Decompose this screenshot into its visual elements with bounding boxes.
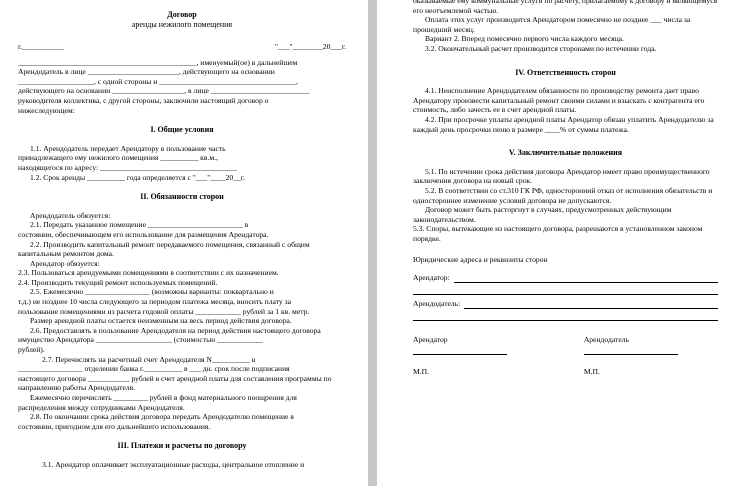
- text-line: имущество Арендатора ____________________ (стоимостью ____________: [18, 335, 263, 345]
- addresses-heading: Юридические адреса и реквизиты сторон: [413, 255, 548, 265]
- text-line: 2.3. Пользоваться арендуемыми помещениями в соответствии с их назначением.: [18, 268, 279, 278]
- text-line: 2.6. Предоставлять в пользование Арендодателя на период действия настоящего договора: [30, 325, 321, 335]
- text-line: 4.2. При просрочке уплаты арендной платы Арендатор обязан уплатить Арендодателю за: [425, 114, 714, 124]
- text-line: его неотъемлемой частью.: [413, 5, 499, 15]
- intro-line: _______________________________________________, именуемый(ое) в дальнейшем: [18, 57, 298, 67]
- text-line: Размер арендной платы остается неизменным на весь период действия договора.: [30, 316, 292, 326]
- stamp-label: М.П.: [413, 366, 430, 376]
- place-date-row: [18, 42, 346, 52]
- text-line: оказываемые ему коммунальные услуги по расчету, прилагаемому к договору и являющемуся: [413, 0, 718, 5]
- doc-subtitle: аренды нежилого помещения: [131, 20, 233, 29]
- intro-paragraph: [18, 58, 346, 116]
- doc-title: Договор: [167, 10, 197, 19]
- text-line: Оплата этих услуг производится Арендатором помесячно не позднее ___ числа за: [425, 15, 691, 25]
- intro-line: ____________________, с одной стороны и ____________________________________,: [18, 76, 298, 86]
- signature-label: Арендодатель: [583, 335, 629, 345]
- text-line: Ежемесячно перечислять _________ рублей в фонд материального поощрения для: [30, 393, 297, 402]
- text-line: Арендодатель обязуется:: [30, 210, 111, 220]
- intro-line: руководителя коллектива, с другой стороны, заключили настоящий договор о: [18, 95, 269, 105]
- text-line: заключения договора на новый срок.: [413, 176, 533, 186]
- text-line: 1.1. Арендодатель передает Арендатору в пользование часть: [30, 143, 226, 153]
- signature-line: [413, 345, 507, 355]
- section-5-body: [413, 167, 718, 244]
- signature-label: Арендатор: [413, 335, 448, 345]
- intro-line: действующего на основании ___________________, в лице __________________________: [18, 86, 310, 96]
- text-line: распределения между сотрудниками Арендодателя.: [18, 402, 185, 412]
- text-line: 2.2. Производить капитальный ремонт передаваемого помещения, связанный с общим: [30, 239, 310, 249]
- section-4-body: [413, 86, 718, 134]
- section-3-continuation: [413, 0, 718, 54]
- text-line: 1.2. Срок аренды __________ года определяется с "___"____20__г.: [30, 172, 245, 182]
- arendodatel-address-line: [464, 299, 718, 309]
- text-line: настоящего договора ___________ рублей в счет арендной платы для составления программы по: [18, 373, 332, 383]
- arendator-address-line: [454, 273, 718, 283]
- document-page-left: [0, 0, 368, 486]
- text-line: 3.2. Окончательный расчет производится сторонами по истечении года.: [425, 43, 657, 53]
- section-3-heading: III. Платежи и расчеты по договору: [117, 441, 247, 451]
- text-line: 3.1. Арендатор оплачивает эксплуатационные расходы, центральное отопление и: [42, 459, 305, 469]
- arendodatel-address-label: Арендодатель:: [413, 299, 461, 309]
- text-line: порядке.: [413, 233, 441, 243]
- signature-arendodatel: [553, 335, 718, 376]
- text-line: 5.1. По истечении срока действия договора Арендатор имеет право преимущественного: [425, 166, 710, 176]
- text-line: состоянии, пригодном для его дальнейшего использования.: [18, 421, 211, 431]
- text-line: пользование помещениями из расчета годовой оплаты ____________ рублей за 1 кв. метр.: [18, 306, 310, 316]
- text-line: прошедший месяц.: [413, 24, 475, 34]
- text-line: каждый день просрочки пеню в размере ____% от суммы платежа.: [413, 124, 629, 134]
- text-line: законодательством.: [413, 214, 476, 224]
- arendodatel-address-row: [413, 299, 718, 309]
- arendodatel-address-line-2: [413, 311, 718, 321]
- signature-line: [584, 345, 678, 355]
- text-line: принадлежащего ему нежилого помещения __________ кв.м.,: [18, 153, 218, 163]
- text-line: т.д.) не позднее 10 числа следующего за периодом платежа месяца, вносить плату за: [18, 297, 291, 307]
- text-line: одностороннее изменение условий договора не допускаются.: [413, 195, 612, 205]
- text-line: 2.1. Передать указанное помещение _________________________ в: [30, 220, 249, 230]
- text-line: 4.1. Неисполнение Арендодателем обязанности по производству ремонта дает право: [425, 86, 699, 96]
- text-line: 2.8. По окончании срока действия договора передать Арендодателю помещение в: [30, 412, 294, 422]
- signature-arendator: [413, 335, 547, 376]
- signature-block: [413, 335, 718, 376]
- text-line: находящегося по адресу: ____________________________________: [18, 162, 237, 172]
- place-field: г.___________: [18, 42, 64, 51]
- section-1-body: [18, 144, 346, 182]
- text-line: 2.4. Производить текущий ремонт используемых помещений.: [18, 277, 218, 287]
- text-line: Договор может быть расторгнут в случаях, предусмотренных действующим: [425, 205, 672, 215]
- text-line: состоянии, обеспечивающем его использование для размещения Арендатора.: [18, 229, 269, 239]
- arendator-address-row: [413, 273, 718, 283]
- text-line: рублей).: [18, 345, 45, 355]
- text-line: Вариант 2. Вперед помесячно первого числа каждого месяца.: [425, 34, 624, 44]
- intro-line: нижеследующем:: [18, 105, 75, 115]
- text-line: Арендатору произвести капитальный ремонт своими силами и взыскать с контрагента его: [413, 95, 705, 105]
- text-line: _________________ отделении банка г.__________ в ___ дн. срок после подписания: [18, 364, 290, 374]
- section-5-heading: V. Заключительные положения: [508, 148, 623, 158]
- section-1-heading: I. Общие условия: [150, 125, 214, 135]
- arendator-address-label: Арендатор:: [413, 273, 450, 283]
- date-field: "___"________20___г.: [274, 42, 346, 51]
- section-2-body: [18, 211, 346, 432]
- text-line: 2.5. Ежемесячно _________________ (возможны варианты: поквартально и: [30, 287, 274, 297]
- stamp-label: М.П.: [583, 366, 600, 376]
- arendator-address-line-2: [413, 285, 718, 295]
- intro-line: Арендодатель в лице ________________________, действующего на основании: [18, 67, 275, 77]
- section-3-body: [18, 460, 346, 470]
- text-line: капитальным ремонтом дома.: [18, 249, 114, 259]
- text-line: стоимость, либо зачесть ее в счет арендной платы.: [413, 105, 577, 115]
- document-page-right: [377, 0, 750, 486]
- section-2-heading: II. Обязанности сторон: [140, 192, 224, 202]
- text-line: 2.7. Перечислять на расчетный счет Арендодателя N__________ в: [42, 354, 256, 364]
- text-line: Арендатор обязуется:: [30, 258, 100, 268]
- text-line: 5.3. Споры, вытекающие из настоящего договора, разрешаются в установленном законом: [413, 224, 703, 234]
- text-line: 5.2. В соответствии со ст.310 ГК РФ, односторонний отказ от исполнения обязательств и: [425, 185, 713, 195]
- section-4-heading: IV. Ответственность сторон: [515, 67, 616, 77]
- text-line: направлению работы Арендодателя.: [18, 383, 136, 393]
